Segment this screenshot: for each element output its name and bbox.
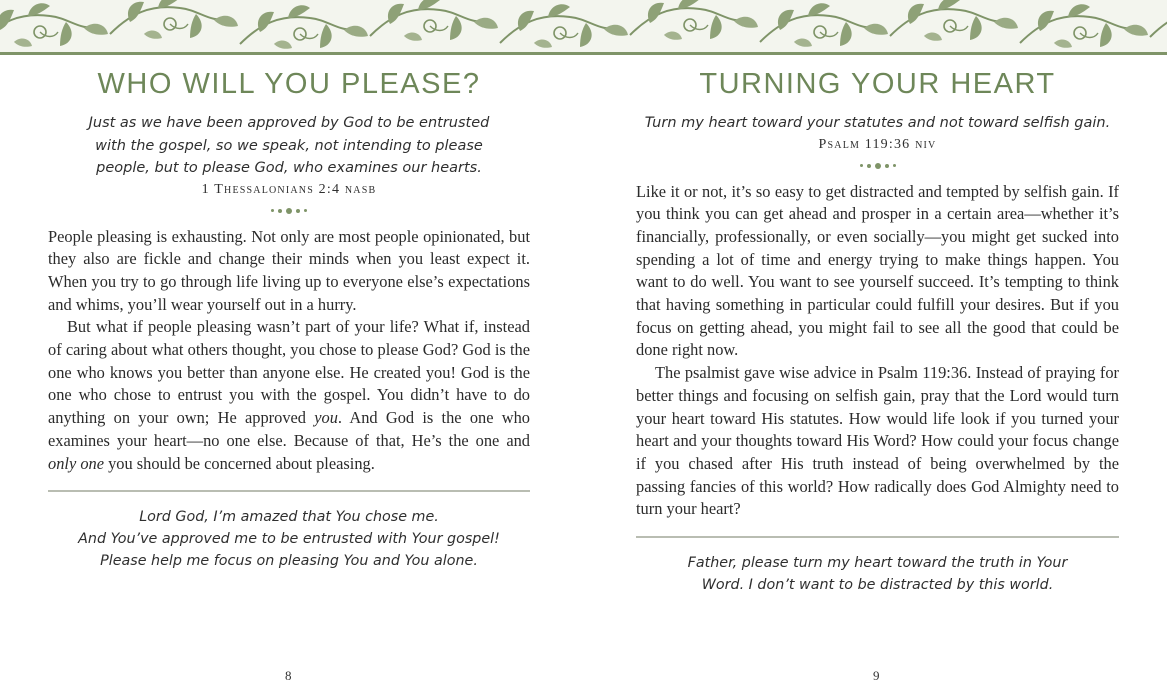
page-title: WHO WILL YOU PLEASE? bbox=[97, 68, 481, 100]
left-page bbox=[48, 52, 530, 700]
paragraph bbox=[636, 181, 1119, 363]
prayer-line: And You’ve approved me to be entrusted with Your gospel! bbox=[78, 531, 500, 548]
verse-line: Just as we have been approved by God to be entrusted bbox=[88, 115, 490, 131]
text-run: you should be concerned about pleasing. bbox=[103, 453, 375, 473]
prayer bbox=[636, 552, 1119, 596]
prayer-line: Word. I don’t want to be distracted by this world. bbox=[701, 577, 1054, 594]
body-text bbox=[636, 181, 1119, 522]
prayer-line: Please help me focus on pleasing You and You alone. bbox=[100, 553, 478, 570]
floral-vine-pattern-icon bbox=[0, 0, 1167, 52]
verse-line: people, but to please God, who examines our hearts. bbox=[96, 160, 482, 176]
text-run: The psalmist gave wise advice in Psalm 119:36. Instead of praying for better things and focusing on selfish gain, pray that the Lord would turn your heart toward His statutes. How would life look if you turned your heart and your thoughts toward His Word? How could your focus change if you chased after His truth instead of being overwhelmed by the passing fancies of this world? How radically does God Almighty need to turn your heart? bbox=[636, 363, 1119, 519]
verse-line: Turn my heart toward your statutes and not toward selfish gain. bbox=[644, 115, 1111, 131]
floral-banner bbox=[0, 0, 1167, 55]
scripture-verse bbox=[48, 112, 530, 180]
verse-line: with the gospel, so we speak, not intending to please bbox=[95, 137, 483, 154]
body-text bbox=[48, 226, 530, 476]
page-title: TURNING YOUR HEART bbox=[699, 68, 1056, 100]
verse-reference: 1 Thessalonians 2:4 nasb bbox=[201, 181, 377, 197]
paragraph bbox=[636, 362, 1119, 521]
text-run: Like it or not, it’s so easy to get distracted and tempted by selfish gain. If you think you can get ahead and prosper in a certain area—whether it’s financially, professionally, or even socially—you might get sucked into spending a lot of time and energy trying to make things happen. You want to do well. You want to see yourself succeed. It’s tempting to think that having something in particular could fulfill your desires. But if you focus on getting ahead, you might fail to see all the good that could be done right now. bbox=[636, 181, 1119, 360]
text-run: But what if people pleasing wasn’t part of your life? What if, instead of caring about what others thought, you chose to please God? God is the one who knows you better than anyone else. He created you! God is the one who chose to entrust you with the gospel. You didn’t have to do anything on your own; He approved bbox=[48, 317, 530, 428]
divider bbox=[636, 536, 1119, 538]
scripture-verse bbox=[636, 112, 1119, 135]
page-number: 9 bbox=[873, 668, 880, 683]
page-number: 8 bbox=[285, 668, 292, 683]
prayer-line: Father, please turn my heart toward the truth in Your bbox=[687, 555, 1068, 572]
text-run: People pleasing is exhausting. Not only are most people opinionated, but they also are fickle and change their minds when you least expect it. When you try to go through life living up to everyone else’s expectations and whims, you’ll wear yourself out in a hurry. bbox=[48, 226, 530, 314]
verse-reference: Psalm 119:36 niv bbox=[818, 136, 937, 152]
paragraph bbox=[48, 316, 530, 475]
right-page bbox=[636, 52, 1119, 700]
dot-ornament-icon bbox=[636, 159, 1119, 173]
prayer-line: Lord God, I’m amazed that You chose me. bbox=[139, 509, 439, 526]
divider bbox=[48, 490, 530, 492]
text-run: . And God is the one who examines your heart—no one else. Because of that, He’s the one and bbox=[48, 408, 530, 450]
dot-ornament-icon bbox=[48, 204, 530, 218]
italic-run: you bbox=[314, 408, 338, 428]
prayer bbox=[48, 506, 530, 572]
italic-run: only one bbox=[48, 453, 104, 473]
paragraph bbox=[48, 226, 530, 317]
